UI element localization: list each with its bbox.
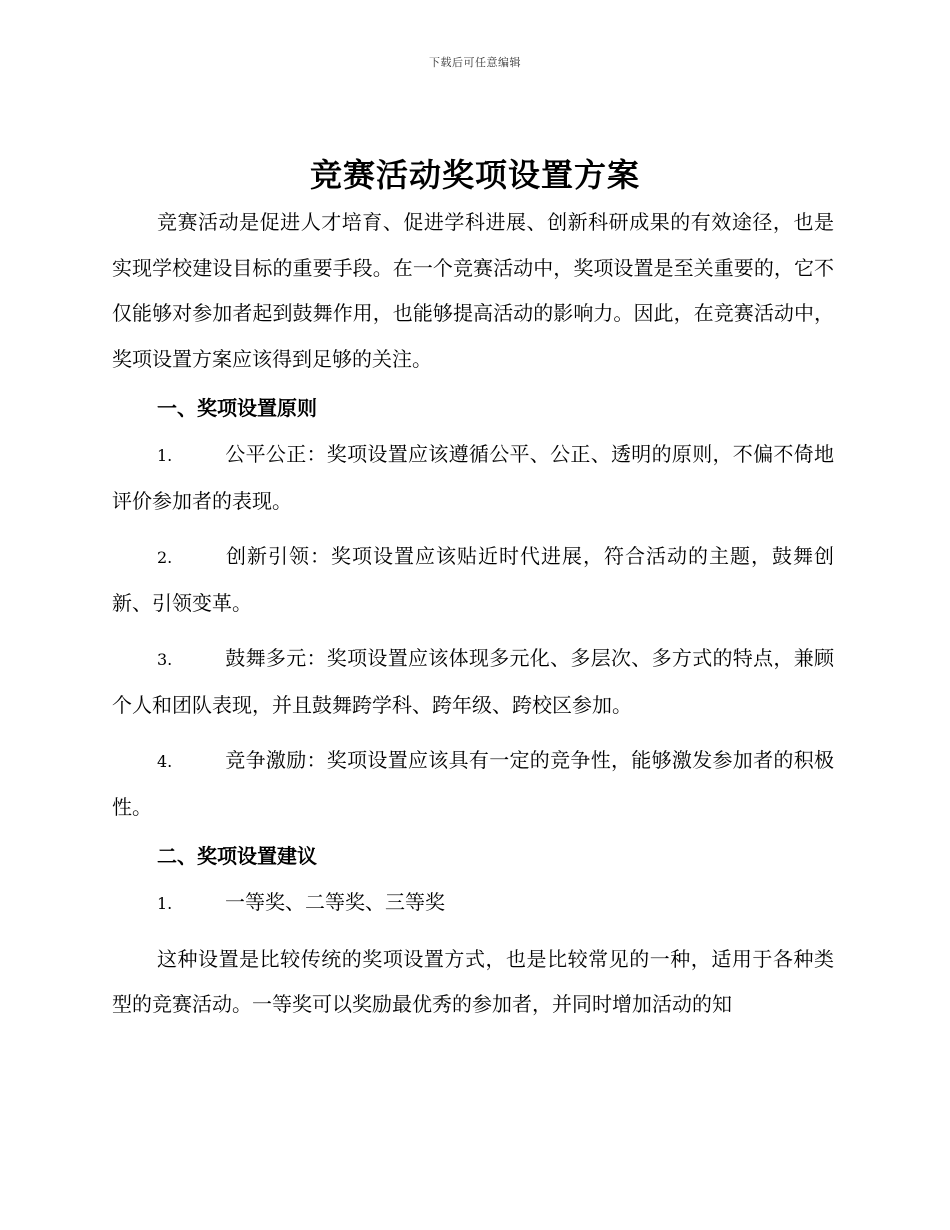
list-item-text: 创新引领：奖项设置应该贴近时代进展，符合活动的主题，鼓舞创新、引领变革。 (112, 544, 834, 615)
list-item-number: 4. (157, 752, 173, 771)
section-heading-principles: 一、奖项设置原则 (157, 396, 317, 420)
list-item-text: 一等奖、二等奖、三等奖 (225, 890, 445, 914)
list-item-number: 3. (157, 650, 173, 669)
list-item (112, 738, 834, 830)
list-item (112, 636, 834, 728)
intro-paragraph: 竞赛活动是促进人才培育、促进学科进展、创新科研成果的有效途径，也是实现学校建设目标的重要手段。在一个竞赛活动中，奖项设置是至关重要的，它不仅能够对参加者起到鼓舞作用，也能够提高活动的影响力。因此，在竞赛活动中，奖项设置方案应该得到足够的关注。 (112, 210, 834, 371)
list-item-text: 公平公正：奖项设置应该遵循公平、公正、透明的原则，不偏不倚地评价参加者的表现。 (112, 442, 834, 513)
list-item (112, 432, 834, 524)
list-item-number: 1. (157, 446, 173, 465)
list-item (112, 534, 834, 626)
document-title: 竞赛活动奖项设置方案 (309, 156, 640, 194)
list-item-number: 2. (157, 548, 173, 567)
section-heading-suggestions: 二、奖项设置建议 (157, 844, 317, 868)
body-paragraph: 这种设置是比较传统的奖项设置方式，也是比较常见的一种，适用于各种类型的竞赛活动。一等奖可以奖励最优秀的参加者，并同时增加活动的知 (112, 946, 834, 1016)
list-item (112, 880, 834, 927)
list-item-text: 鼓舞多元：奖项设置应该体现多元化、多层次、多方式的特点，兼顾个人和团队表现，并且鼓舞跨学科、跨年级、跨校区参加。 (112, 646, 834, 717)
list-item-text: 竞争激励：奖项设置应该具有一定的竞争性，能够激发参加者的积极性。 (112, 748, 834, 819)
header-note: 下载后可任意编辑 (429, 56, 521, 69)
document-body (112, 200, 834, 1028)
list-item-number: 1. (157, 894, 173, 913)
